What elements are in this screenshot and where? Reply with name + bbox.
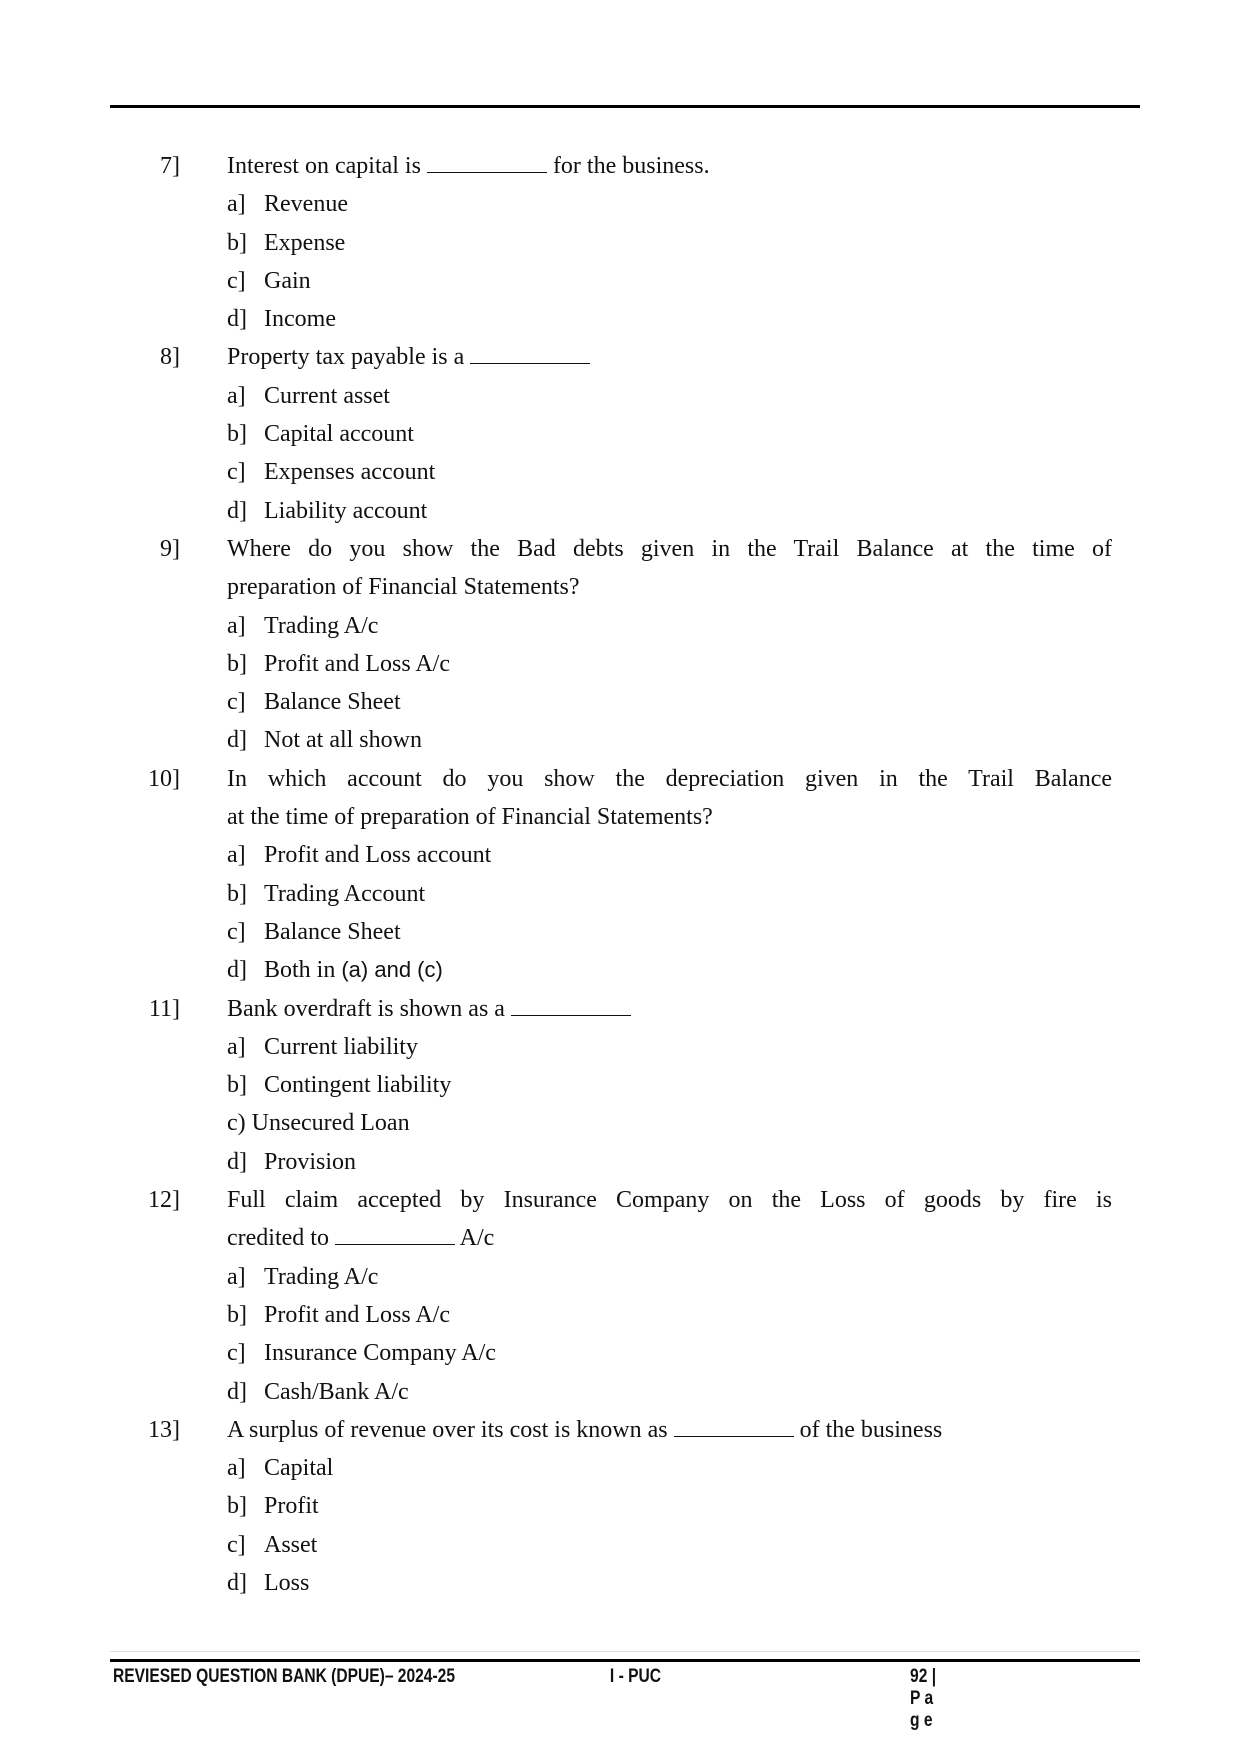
option [227, 1258, 378, 1296]
question-text [227, 147, 1112, 185]
option [227, 453, 435, 491]
option-text: Profit and Loss A/c [264, 650, 450, 677]
option-text: Provision [264, 1148, 357, 1175]
question-number: 12] [148, 1187, 180, 1214]
question-text: Full claim accepted by Insurance Company on the Loss of goods by fire is [227, 1187, 1112, 1214]
question-text-part: Property tax payable is a [227, 344, 465, 371]
question-text [227, 1411, 1112, 1449]
option-label: a] [227, 1455, 246, 1482]
option-label: a] [227, 382, 246, 409]
option-line [0, 1487, 1241, 1525]
option [227, 836, 491, 874]
question-text [227, 1219, 1112, 1257]
option-text: c) Unsecured Loan [227, 1110, 410, 1137]
option [227, 1373, 409, 1411]
option-line [0, 262, 1241, 300]
question-text-part: A surplus of revenue over its cost is known as [227, 1416, 668, 1443]
option-label: d] [227, 727, 247, 754]
option-text-extra: (a) and (c) [341, 957, 443, 983]
option-line [0, 1334, 1241, 1372]
option [227, 1143, 356, 1181]
option [227, 415, 414, 453]
answer-blank [335, 1226, 455, 1245]
option-line [0, 1526, 1241, 1564]
option [227, 683, 401, 721]
option-text: Cash/Bank A/c [264, 1378, 409, 1405]
option-line [0, 836, 1241, 874]
question-text [227, 990, 1112, 1028]
answer-blank [470, 345, 590, 364]
answer-blank [674, 1418, 794, 1437]
footer-rule-thin [110, 1651, 1140, 1652]
option-label: c] [227, 459, 246, 486]
option [227, 1028, 418, 1066]
option-label: d] [227, 1569, 247, 1596]
option-text: Profit and Loss A/c [264, 1301, 450, 1328]
option-line [0, 1028, 1241, 1066]
option-text: Profit and Loss account [264, 842, 492, 869]
option-label: d] [227, 957, 247, 984]
question-text-part: for the business. [552, 153, 710, 179]
question-text: Where do you show the Bad debts given in the Trail Balance at the time of [227, 535, 1112, 562]
option-label: c] [227, 267, 246, 294]
option-text: Insurance Company A/c [264, 1340, 496, 1367]
option-label: b] [227, 421, 247, 448]
option [227, 492, 427, 530]
question-line [0, 798, 1241, 836]
option-line [0, 1564, 1241, 1602]
footer-rule [110, 1659, 1140, 1662]
footer-class: I - PUC [609, 1666, 661, 1687]
question-text-part: of the business [799, 1416, 943, 1443]
option-text: Profit [264, 1493, 319, 1520]
option-line [0, 415, 1241, 453]
question-line [0, 338, 1241, 376]
page-number [910, 1666, 945, 1732]
question-line [0, 147, 1241, 185]
option-text: Asset [264, 1531, 318, 1558]
option-text: Gain [264, 267, 311, 294]
footer [113, 1664, 945, 1731]
option [227, 645, 450, 683]
option [227, 1487, 319, 1525]
option-text: Capital account [264, 421, 414, 448]
option [227, 951, 443, 989]
question-text-part: A/c [459, 1225, 495, 1252]
option-label: b] [227, 1493, 247, 1520]
option-line [0, 377, 1241, 415]
option [227, 1449, 333, 1487]
question-text-part: Interest on capital is [227, 153, 421, 179]
option-label: d] [227, 1148, 247, 1175]
option [227, 262, 311, 300]
option [227, 875, 425, 913]
option-label: c] [227, 1340, 246, 1367]
option-label: d] [227, 497, 247, 524]
option-line [0, 1449, 1241, 1487]
option-label: c] [227, 689, 246, 716]
option-line [0, 1104, 1241, 1142]
option-label: a] [227, 1033, 246, 1060]
option-text: Trading Account [264, 880, 426, 907]
option-text: Balance Sheet [264, 918, 401, 945]
option [227, 377, 390, 415]
question-line [0, 530, 1241, 568]
option-line [0, 185, 1241, 223]
question-line [0, 1181, 1241, 1219]
question-number: 9] [160, 535, 180, 562]
option-text: Capital [264, 1455, 334, 1482]
question-number: 8] [160, 344, 180, 371]
question-number: 11] [148, 995, 180, 1022]
question-text: preparation of Financial Statements? [227, 574, 580, 601]
option-label: d] [227, 306, 247, 333]
option-line [0, 875, 1241, 913]
option [227, 1334, 496, 1372]
option-text: Revenue [264, 191, 348, 218]
option-text: Liability account [264, 497, 428, 524]
question-line [0, 760, 1241, 798]
footer-title: REVIESED QUESTION BANK (DPUE)– 2024-25 [113, 1666, 455, 1687]
option-line [0, 1373, 1241, 1411]
option-label: a] [227, 1263, 246, 1290]
header-rule [110, 105, 1140, 108]
option [227, 224, 345, 262]
option-label: a] [227, 612, 246, 639]
option-line [0, 683, 1241, 721]
question-number: 13] [148, 1416, 180, 1443]
option [227, 913, 401, 951]
question-text: In which account do you show the depreciation given in the Trail Balance [227, 765, 1112, 792]
option-line [0, 913, 1241, 951]
option-line [0, 224, 1241, 262]
option-text: Income [264, 306, 336, 333]
option-text: Loss [264, 1569, 310, 1596]
option-text: Balance Sheet [264, 689, 401, 716]
option-line [0, 453, 1241, 491]
option-line [0, 492, 1241, 530]
option [227, 721, 422, 759]
option-label: b] [227, 1301, 247, 1328]
option-text: Both in [264, 957, 342, 984]
option-line [0, 607, 1241, 645]
option-text: Not at all shown [264, 727, 422, 754]
option-text: Expense [264, 229, 346, 256]
option-line [0, 645, 1241, 683]
answer-blank [427, 154, 547, 173]
option [227, 185, 348, 223]
option-label: c] [227, 918, 246, 945]
question-line [0, 1219, 1241, 1257]
option-text: Current asset [264, 382, 390, 409]
option-line [0, 1143, 1241, 1181]
option [227, 1104, 410, 1142]
answer-blank [511, 997, 631, 1016]
option-label: a] [227, 191, 246, 218]
option [227, 607, 378, 645]
question-line [0, 990, 1241, 1028]
option [227, 1066, 451, 1104]
option-label: c] [227, 1531, 246, 1558]
option-label: b] [227, 650, 247, 677]
option-line [0, 951, 1241, 989]
option-text: Expenses account [264, 459, 436, 486]
option-line [0, 1066, 1241, 1104]
option-text: Trading A/c [264, 1263, 379, 1290]
question-text [227, 338, 1112, 376]
option-line [0, 1296, 1241, 1334]
option-label: b] [227, 1072, 247, 1099]
page-label: | P a g e [910, 1666, 937, 1731]
option-line [0, 1258, 1241, 1296]
option-label: b] [227, 880, 247, 907]
question-line [0, 1411, 1241, 1449]
question-text: at the time of preparation of Financial Statements? [227, 804, 713, 831]
option-text: Contingent liability [264, 1072, 452, 1099]
question-text-part: credited to [227, 1225, 329, 1252]
question-text-part: Bank overdraft is shown as a [227, 995, 505, 1022]
option-line [0, 721, 1241, 759]
question-number: 10] [148, 765, 180, 792]
option [227, 1564, 309, 1602]
option-label: d] [227, 1378, 247, 1405]
option-text: Trading A/c [264, 612, 379, 639]
option [227, 300, 336, 338]
question-list [0, 147, 1241, 1602]
option-label: a] [227, 842, 246, 869]
page-num: 92 [910, 1666, 928, 1687]
question-line [0, 568, 1241, 606]
option-label: b] [227, 229, 247, 256]
option-line [0, 300, 1241, 338]
option [227, 1296, 450, 1334]
option-text: Current liability [264, 1033, 418, 1060]
question-number: 7] [160, 153, 180, 179]
option [227, 1526, 317, 1564]
